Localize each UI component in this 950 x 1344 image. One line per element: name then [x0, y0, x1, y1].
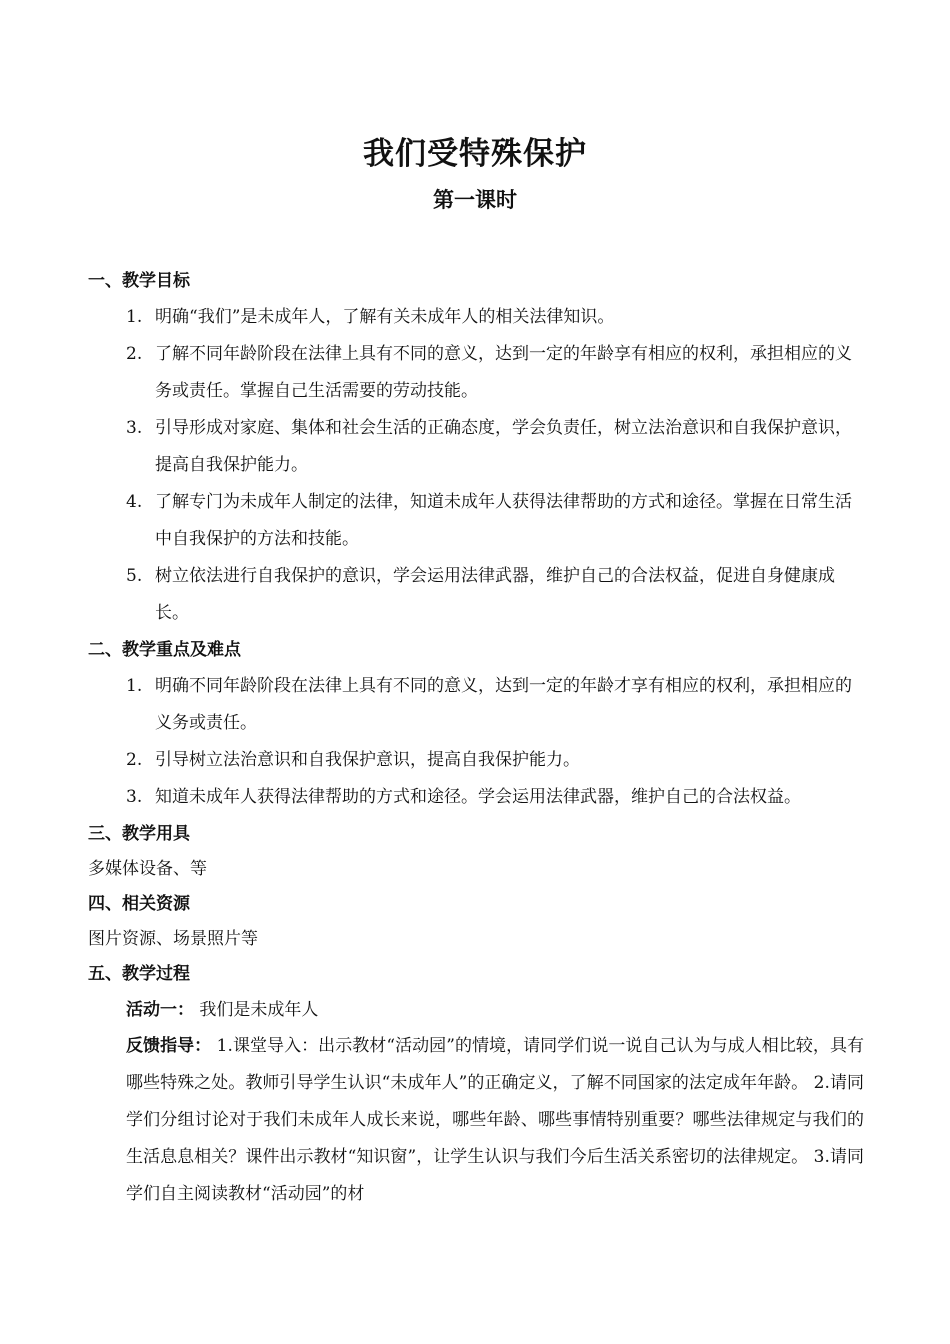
feedback-text: 1.课堂导入：出示教材“活动园”的情境，请同学们说一说自己认为与成人相比较，具有哪些特殊之处。教师引导学生认识“未成年人”的正确定义，了解不同国家的法定成年年龄。 2.请同学们分组讨论对于我们未成年人成长来说，哪些年龄、哪些事情特别重要？哪些法律规定与我们的生活息息相关？课件出示教材“知识窗”，让学生认识与我们今后生活关系密切的法律规定。 3.请同学们自主阅读教材“活动园”的材 — [126, 1036, 864, 1204]
list-number: 3. — [126, 787, 143, 807]
section-heading-tools: 三、教学用具 — [88, 824, 190, 844]
list-item-text: 明确不同年龄阶段在法律上具有不同的意义，达到一定的年龄才享有相应的权利，承担相应的义务或责任。 — [155, 676, 852, 733]
list-item — [88, 336, 865, 410]
list-number: 2. — [126, 750, 143, 770]
list-item — [88, 558, 865, 632]
objectives-list — [88, 299, 888, 632]
document-title: 我们受特殊保护 — [363, 136, 587, 172]
tools-text: 多媒体设备、等 — [88, 859, 207, 879]
list-item-text: 引导树立法治意识和自我保护意识，提高自我保护能力。 — [155, 750, 580, 770]
list-item — [88, 299, 865, 336]
section-heading-process: 五、教学过程 — [88, 964, 190, 984]
list-number: 1. — [126, 676, 143, 696]
list-item — [88, 779, 915, 816]
resources-text: 图片资源、场景照片等 — [88, 929, 258, 949]
list-item-text: 树立依法进行自我保护的意识，学会运用法律武器，维护自己的合法权益，促进自身健康成长。 — [155, 566, 835, 623]
document-body — [88, 263, 888, 1213]
section-heading-key-points: 二、教学重点及难点 — [88, 640, 241, 660]
list-number: 4. — [126, 492, 143, 512]
list-item-text: 明确“我们”是未成年人，了解有关未成年人的相关法律知识。 — [155, 307, 615, 327]
activity-label: 活动一： — [126, 1000, 194, 1020]
list-number: 2. — [126, 344, 143, 364]
list-item-text: 了解专门为未成年人制定的法律，知道未成年人获得法律帮助的方式和途径。掌握在日常生活中自我保护的方法和技能。 — [155, 492, 852, 549]
section-heading-resources: 四、相关资源 — [88, 894, 190, 914]
list-item — [88, 668, 865, 742]
document-subtitle: 第一课时 — [433, 188, 517, 212]
list-item — [88, 742, 865, 779]
list-item — [88, 484, 865, 558]
activity-text: 我们是未成年人 — [194, 1000, 319, 1020]
feedback-paragraph — [126, 1028, 864, 1213]
section-heading-objectives: 一、教学目标 — [88, 271, 190, 291]
list-item-text: 引导形成对家庭、集体和社会生活的正确态度，学会负责任，树立法治意识和自我保护意识，提高自我保护能力。 — [155, 418, 852, 475]
feedback-label: 反馈指导： — [126, 1036, 212, 1056]
list-number: 5. — [126, 566, 143, 586]
activity-line — [126, 992, 888, 1028]
list-number: 1. — [126, 307, 143, 327]
list-item — [88, 410, 865, 484]
list-item-text: 了解不同年龄阶段在法律上具有不同的意义，达到一定的年龄享有相应的权利，承担相应的义务或责任。掌握自己生活需要的劳动技能。 — [155, 344, 852, 401]
list-number: 3. — [126, 418, 143, 438]
key-points-list — [88, 668, 888, 816]
list-item-text: 知道未成年人获得法律帮助的方式和途径。学会运用法律武器，维护自己的合法权益。 — [155, 787, 801, 807]
